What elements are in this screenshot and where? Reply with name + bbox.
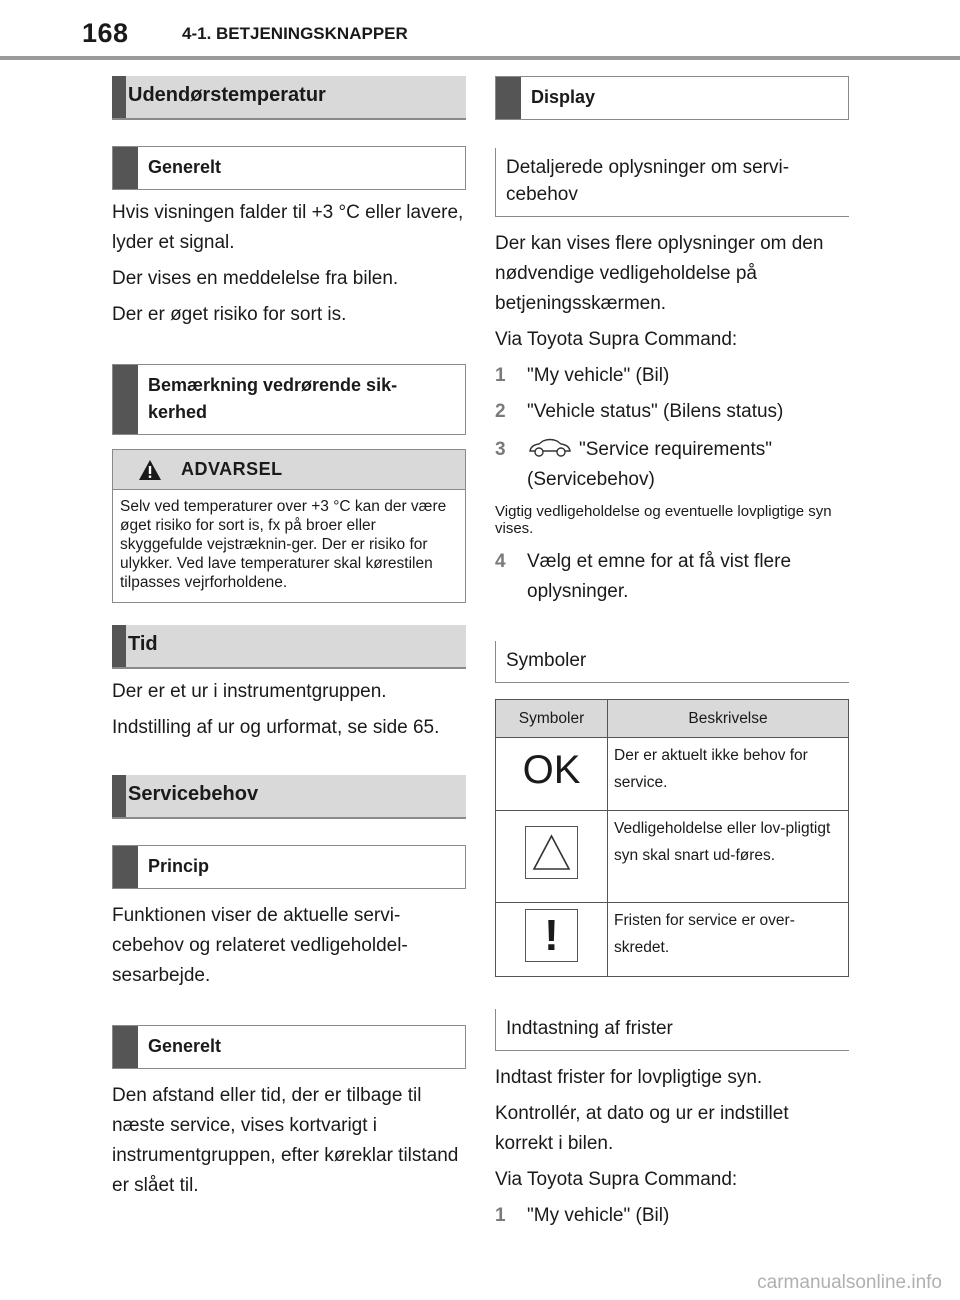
paragraph: Indstilling af ur og urformat, se side 65. [112,717,440,738]
warning-text: Selv ved temperaturer over +3 °C kan der være øget risiko for sort is, fx på broer eller skyggefulde vejstræknin-ger. Der er risiko for ulykker. Ved lave temperaturer skal kørestilen tilpasses vejrforholdene. [120,498,447,591]
section-outdoor-temperature [112,76,466,120]
ok-icon: OK [496,738,608,811]
header-rule [0,56,960,60]
section-bar [112,775,126,817]
step-text: "My vehicle" (Bil) [527,1205,670,1226]
subheading-detailed-info: Detaljerede oplysninger om servi-cebehov [495,148,849,217]
right-column [495,76,849,1231]
step-item [495,1201,849,1231]
paragraph: Kontrollér, at dato og ur er indstillet korrekt i bilen. [495,1103,789,1154]
section-bar [112,625,126,667]
subheading-deadlines: Indtastning af frister [495,1009,849,1051]
subsection-title: Generelt [148,1036,222,1056]
step-item [495,361,849,391]
step-number: 1 [495,365,506,386]
warning-box [112,449,466,603]
note-text: Vigtig vedligeholdelse og eventuelle lovpligtige syn vises. [495,503,832,537]
subsection-bar [113,846,138,888]
step-number: 2 [495,401,506,422]
subsection-safety-note [112,364,466,435]
subsection-principle [112,845,466,889]
subsection-title: Display [531,87,596,107]
car-icon [527,437,573,459]
left-column [112,76,466,1201]
paragraph: Den afstand eller tid, der er tilbage til næste service, vises kortvarigt i instrumentgruppen, efter køreklar tilstand er slået til. [112,1085,459,1196]
step-number: 1 [495,1205,506,1226]
chapter-title: 4-1. BETJENINGSKNAPPER [182,24,408,43]
step-number: 4 [495,551,506,572]
subheading-symbols: Symboler [495,641,849,683]
column-header: Beskrivelse [608,700,849,738]
step-item [495,397,849,427]
paragraph: Funktionen viser de aktuelle servi-cebehov og relateret vedligeholdel-sesarbejde. [112,905,408,986]
section-bar [112,76,126,118]
subsection-bar [113,147,138,189]
section-title: Servicebehov [128,783,259,805]
step-text: "Service requirements" (Servicebehov) [527,439,773,490]
table-row [496,738,849,811]
step-text: Vælg et emne for at få vist flere oplysninger. [527,551,792,602]
exclamation-icon: ! [525,909,578,962]
column-header: Symboler [496,700,608,738]
triangle-icon [525,826,578,879]
paragraph: Via Toyota Supra Command: [495,1169,738,1190]
warning-header [113,450,465,490]
paragraph: Der er et ur i instrumentgruppen. [112,681,387,702]
step-number: 3 [495,439,506,460]
subsection-bar [113,1026,138,1068]
section-display [495,76,849,120]
page-number: 168 [82,18,129,48]
paragraph: Indtast frister for lovpligtige syn. [495,1067,763,1088]
section-title: Udendørstemperatur [128,84,326,106]
subsection-bar [496,77,521,119]
table-header-row [496,700,849,738]
step-text: "My vehicle" (Bil) [527,365,670,386]
table-row [496,811,849,903]
warning-triangle-icon [138,459,162,481]
subsection-general [112,1025,466,1069]
paragraph: Der kan vises flere oplysninger om den nødvendige vedligeholdelse på betjeningsskærmen. [495,233,824,314]
table-row [496,903,849,977]
paragraph: Hvis visningen falder til +3 °C eller lavere, lyder et signal. [112,202,464,253]
paragraph: Via Toyota Supra Command: [495,329,738,350]
section-service-requirements [112,775,466,819]
step-item [495,547,849,607]
subsection-bar [113,365,138,434]
section-time [112,625,466,669]
page-header [0,0,960,64]
table-cell-description: Fristen for service er over-skredet. [608,903,849,977]
step-text: "Vehicle status" (Bilens status) [527,401,784,422]
subsection-general [112,146,466,190]
subsection-title: Princip [148,856,210,876]
subsection-title: Bemærkning vedrørende sik-kerhed [148,375,398,422]
step-item [495,435,849,495]
paragraph: Der er øget risiko for sort is. [112,304,347,325]
paragraph: Der vises en meddelelse fra bilen. [112,268,399,289]
warning-title: ADVARSEL [181,459,283,479]
subsection-title: Generelt [148,157,222,177]
table-cell-description: Der er aktuelt ikke behov for service. [608,738,849,811]
section-title: Tid [128,633,158,655]
symbols-table [495,699,849,977]
watermark: carmanualsonline.info [757,1272,942,1293]
table-cell-description: Vedligeholdelse eller lov-pligtigt syn skal snart ud-føres. [608,811,849,903]
